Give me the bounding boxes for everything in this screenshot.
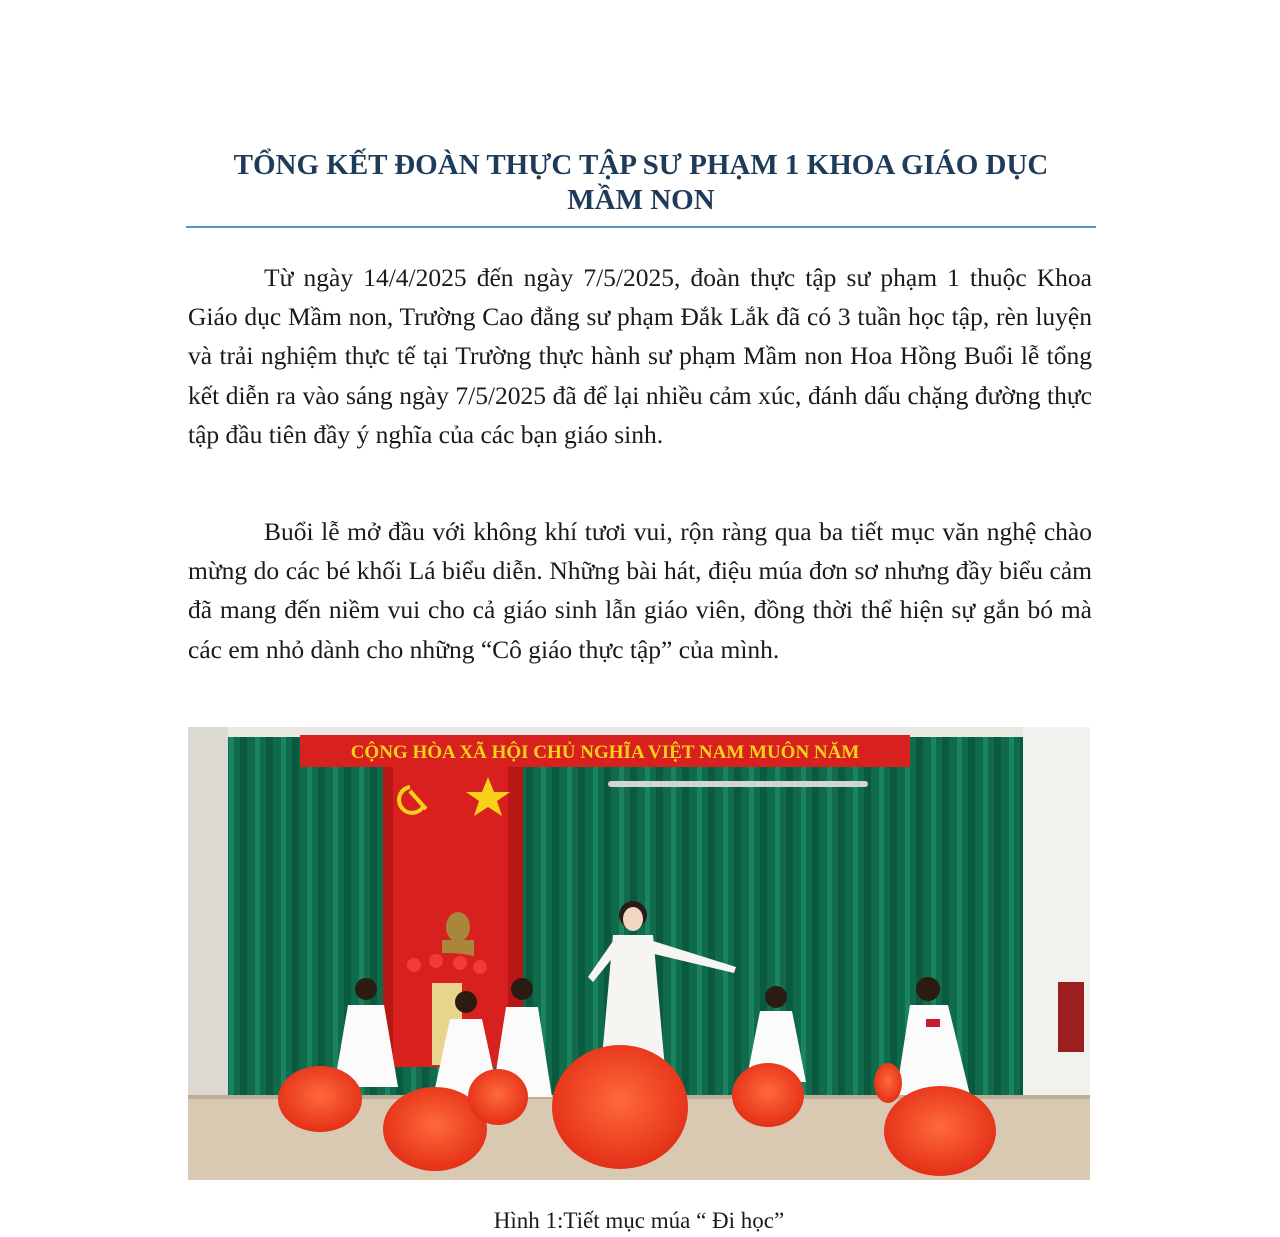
figure-caption: Hình 1:Tiết mục múa “ Đi học” — [493, 1208, 785, 1233]
banner-text: CỘNG HÒA XÃ HỘI CHỦ NGHĨA VIỆT NAM MUÔN NĂM — [350, 742, 860, 763]
title-divider — [186, 226, 1096, 228]
figure-photo — [188, 727, 1090, 1180]
paragraph-2: Buổi lễ mở đầu với không khí tươi vui, rộn ràng qua ba tiết mục văn nghệ chào mừng do các bé khối Lá biểu diễn. Những bài hát, điệu múa đơn sơ nhưng đầy biểu cảm đã mang đến niềm vui cho cả giáo sinh lẫn giáo viên, đồng thời thể hiện sự gắn bó mà các em nhỏ dành cho những “Cô giáo thực tập” của mình. — [188, 517, 1092, 664]
paragraph-1: Từ ngày 14/4/2025 đến ngày 7/5/2025, đoàn thực tập sư phạm 1 thuộc Khoa Giáo dục Mầm non, Trường Cao đẳng sư phạm Đắk Lắk đã có 3 tuần học tập, rèn luyện và trải nghiệm thực tế tại Trường thực hành sư phạm Mầm non Hoa Hồng Buổi lễ tổng kết diễn ra vào sáng ngày 7/5/2025 đã để lại nhiều cảm xúc, đánh dấu chặng đường thực tập đầu tiên đầy ý nghĩa của các bạn giáo sinh. — [188, 263, 1092, 449]
article-title — [186, 148, 1096, 218]
title-line-2: MẦM NON — [567, 184, 715, 216]
title-line-1: TỔNG KẾT ĐOÀN THỰC TẬP SƯ PHẠM 1 KHOA GIÁO DỤC — [233, 149, 1049, 181]
